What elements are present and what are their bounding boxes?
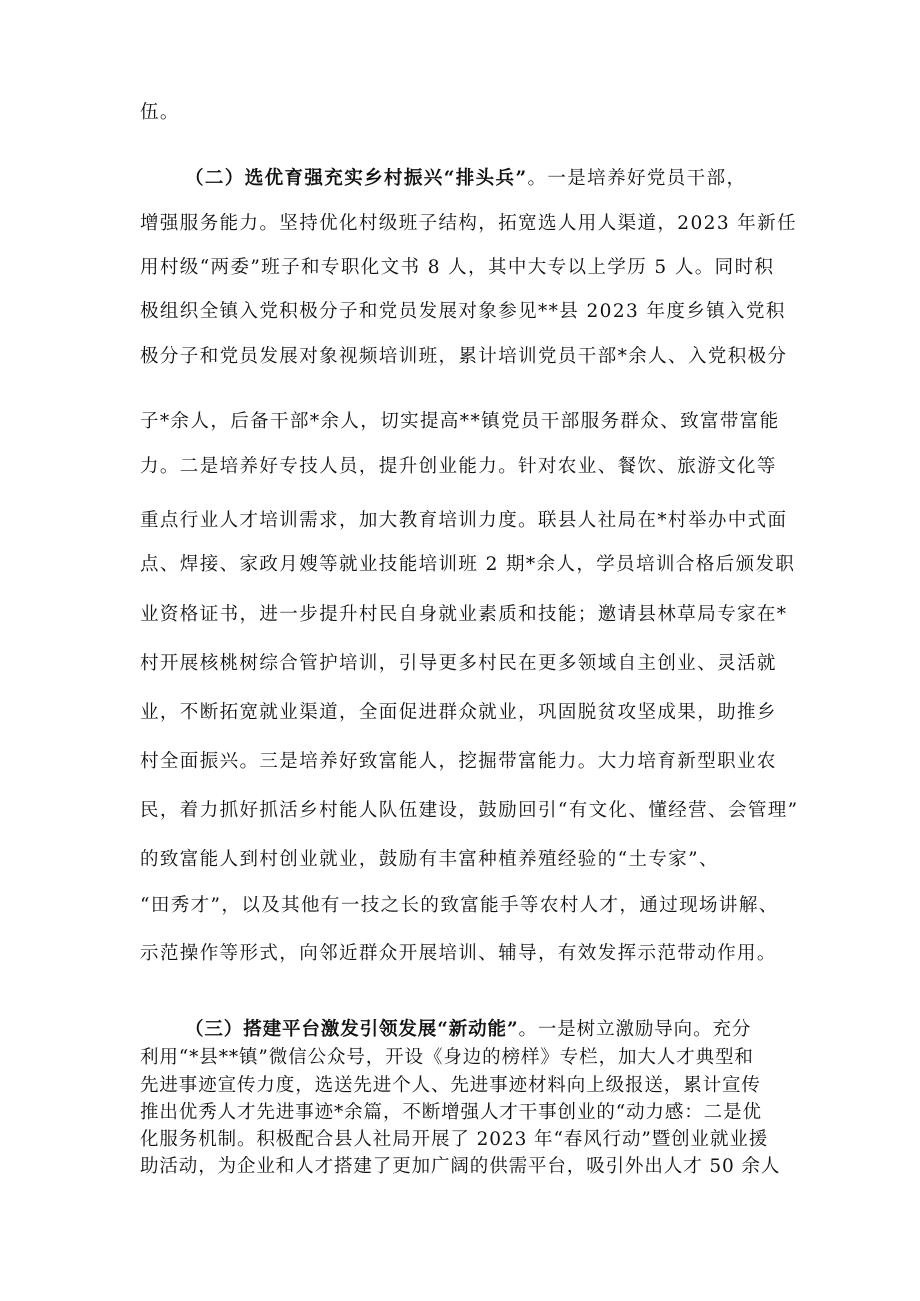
paragraph-line: 示范操作等形式，向邻近群众开展培训、辅导，有效发挥示范带动作用。 — [140, 943, 777, 964]
paragraph-line: 增强服务能力。坚持优化村级班子结构，拓宽选人用人渠道，2023 年新任 — [140, 213, 797, 234]
paragraph-line: 极分子和党员发展对象视频培训班，累计培训党员干部*余人、入党积极分 — [140, 346, 788, 367]
section-3-first-line-text: 。一是树立激励导向。充分 — [518, 1019, 752, 1040]
paragraph-line: 化服务机制。积极配合县人社局开展了 2023 年“春风行动”暨创业就业援 — [140, 1129, 769, 1150]
section-2-first-line — [185, 167, 746, 191]
paragraph-line: 村全面振兴。三是培养好致富能人，挖掘带富能力。大力培育新型职业农 — [140, 751, 777, 772]
paragraph-line: 先进事迹宣传力度，选送先进个人、先进事迹材料向上级报送，累计宣传 — [140, 1075, 761, 1096]
paragraph-line: 子*余人，后备干部*余人，切实提高**镇党员干部服务群众、致富带富能 — [140, 411, 780, 432]
paragraph-line: 利用“*县**镇”微信公众号，开设《身边的榜样》专栏，加大人才典型和 — [140, 1047, 754, 1068]
paragraph-line: 重点行业人才培训需求，加大教育培训力度。联县人社局在*村举办中式面 — [140, 510, 788, 531]
paragraph-line: 极组织全镇入党积极分子和党员发展对象参见**县 2023 年度乡镇入党积 — [140, 301, 786, 322]
paragraph-line: “田秀才”，以及其他有一技之长的致富能手等农村人才，通过现场讲解、 — [140, 895, 779, 916]
paragraph-line: 民，着力抓好抓活乡村能人队伍建设，鼓励回引“有文化、懂经营、会管理” — [140, 800, 799, 821]
paragraph-line: 力。二是培养好专技人员，提升创业能力。针对农业、餐饮、旅游文化等 — [140, 456, 777, 477]
paragraph-line: 推出优秀人才先进事迹*余篇，不断增强人才干事创业的“动力感：二是优 — [140, 1102, 762, 1123]
paragraph-line: 点、焊接、家政月嫂等就业技能培训班 2 期*余人，学员培训合格后颁发职 — [140, 554, 796, 575]
paragraph-line: 助活动，为企业和人才搭建了更加广阔的供需平台，吸引外出人才 50 余人 — [140, 1156, 781, 1177]
paragraph-line: 用村级“两委”班子和专职化文书 8 人，其中大专以上学历 5 人。同时积 — [140, 257, 775, 278]
paragraph-line: 业资格证书，进一步提升村民自身就业素质和技能；邀请县林草局专家在* — [140, 604, 788, 625]
paragraph-line: 村开展核桃树综合管护培训，引导更多村民在更多领域自主创业、灵活就 — [140, 653, 777, 674]
paragraph-line: 的致富能人到村创业就业，鼓励有丰富种植养殖经验的“土专家”、 — [140, 849, 719, 870]
section-3-heading: （三）搭建平台激发引领发展“新动能” — [185, 1019, 519, 1040]
section-2-heading: （二）选优育强充实乡村振兴“排头兵” — [185, 168, 528, 189]
paragraph-line: 业，不断拓宽就业渠道，全面促进群众就业，巩固脱贫攻坚成果，助推乡 — [140, 702, 777, 723]
top-fragment: 伍。 — [140, 102, 180, 123]
section-3-first-line — [185, 1018, 751, 1042]
section-2-first-line-text: 。一是培养好党员干部， — [527, 168, 747, 189]
